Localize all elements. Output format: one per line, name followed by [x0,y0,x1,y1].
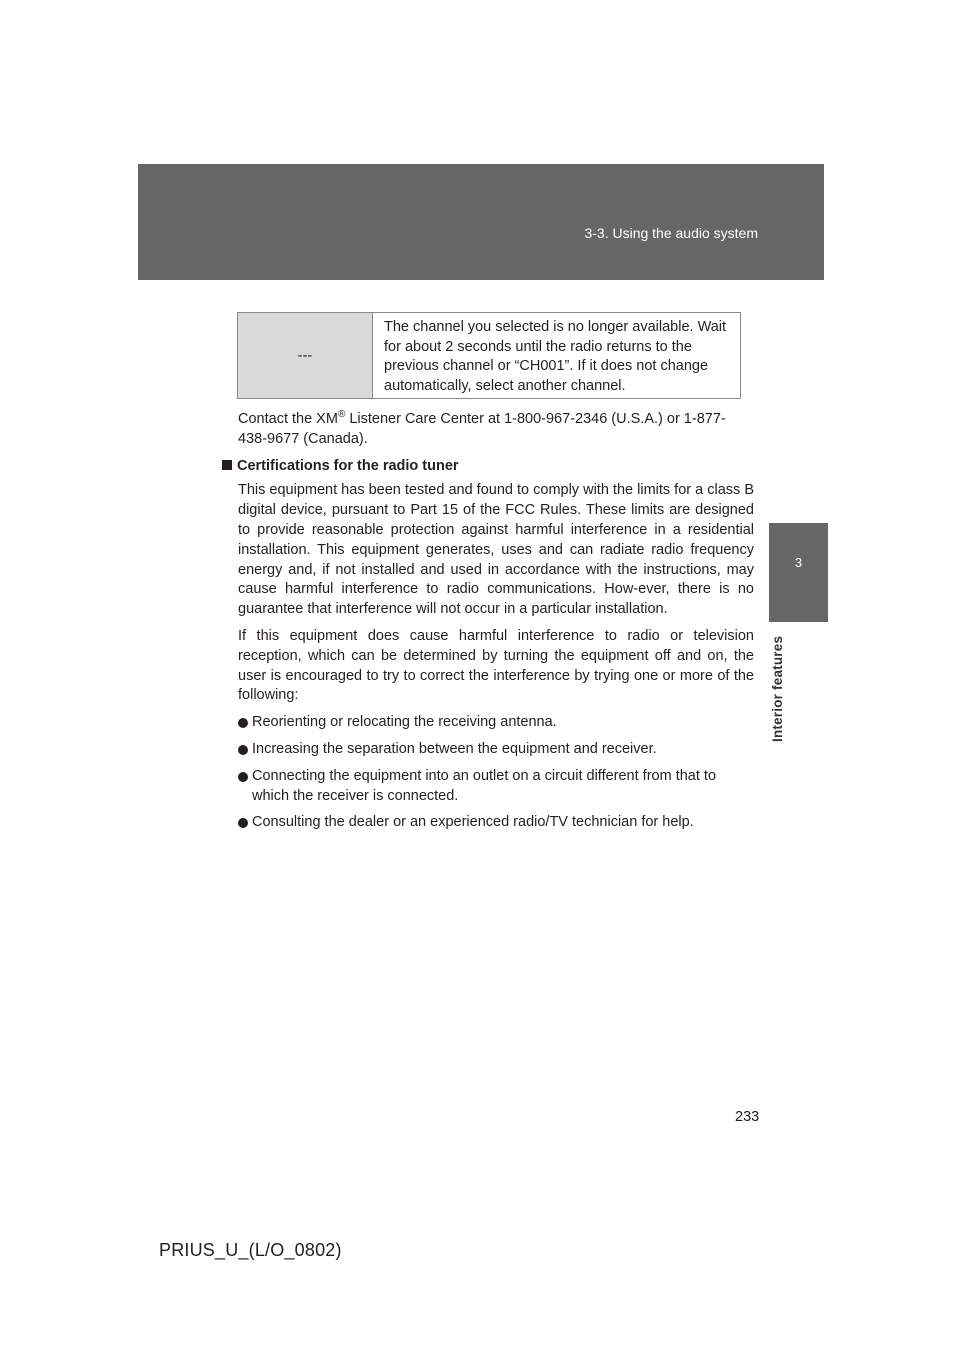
list-item [238,767,754,807]
contact-paragraph [238,410,754,450]
round-bullet-icon [238,818,248,828]
message-description: The channel you selected is no longer available. Wait for about 2 seconds until the radio returns to the previous channel or “CH001”. If it does not change automatically, select another channel. [384,319,727,394]
list-item-text: Connecting the equipment into an outlet on a circuit different from that to which the receiver is connected. [252,767,717,804]
footer-code: PRIUS_U_(L/O_0802) [159,1240,342,1260]
page-number: 233 [735,1109,760,1125]
round-bullet-icon [238,772,248,782]
list-item [238,740,754,760]
list-item [238,713,754,733]
round-bullet-icon [238,718,248,728]
contact-text-end: Listener Care Center at 1-800-967-2346 (U.S.A.) or 1-877-438-9677 (Canada). [238,411,726,447]
list-item [238,813,754,833]
chapter-label: Interior features [770,635,785,742]
list-item-text: Reorienting or relocating the receiving antenna. [252,714,557,731]
message-code: --- [238,313,373,398]
section-title: 3-3. Using the audio system [584,225,758,241]
chapter-tab [769,523,828,622]
body-content [222,410,754,840]
chapter-number: 3 [794,555,803,570]
fcc-paragraph: This equipment has been tested and found to comply with the limits for a class B digital device, pursuant to Part 15 of the FCC Rules. These limits are designed to provide reasonable protection against harmful interference in a residential installation. This equipment generates, uses and can radiate radio frequency energy and, if not installed and used in accordance with the instructions, may cause harmful interference to radio communications. How-ever, there is no guarantee that interference will not occur in a particular installation. [238,482,754,618]
list-item-text: Increasing the separation between the equipment and receiver. [252,740,657,757]
round-bullet-icon [238,745,248,755]
section-heading-text: Certifications for the radio tuner [237,457,459,474]
square-bullet-icon [222,460,232,470]
header-band [138,164,824,280]
interference-paragraph: If this equipment does cause harmful interference to radio or television reception, which can be determined by turning the equipment off and on, the user is encouraged to try to correct the interference by trying one or more of the following: [238,627,754,704]
message-table [237,312,741,399]
registered-mark: ® [337,409,346,421]
section-heading [222,457,754,477]
list-item-text: Consulting the dealer or an experienced radio/TV technician for help. [252,814,694,831]
contact-text-start: Contact the XM [238,411,338,427]
